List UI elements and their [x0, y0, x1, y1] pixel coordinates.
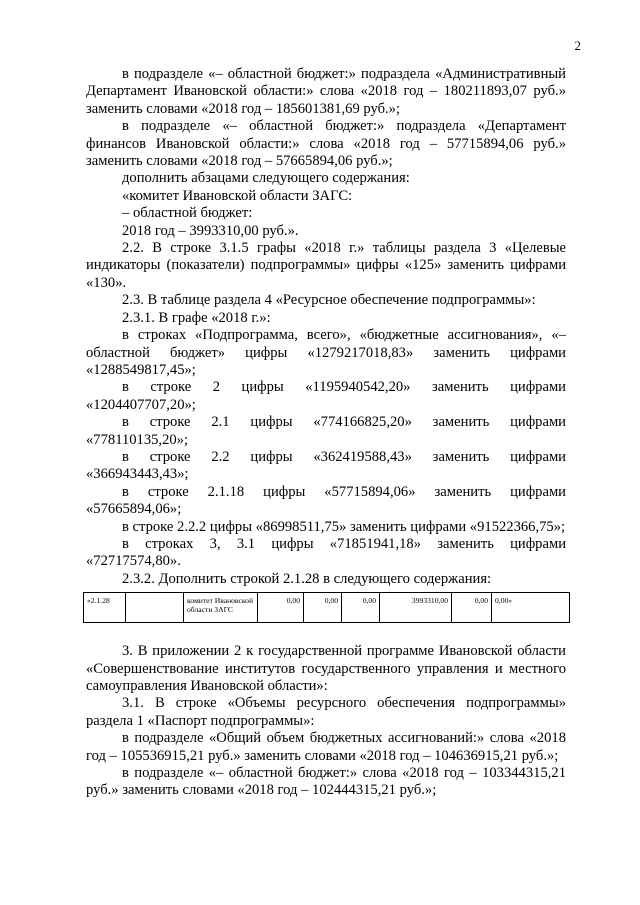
table-cell-name: комитет Ивановской области ЗАГС: [184, 593, 258, 623]
paragraph: в строке 2 цифры «1195940542,20» заменить цифрами «1204407707,20»;: [86, 379, 566, 413]
table-cell-value: 0,00: [452, 593, 492, 623]
paragraph: «комитет Ивановской области ЗАГС:: [122, 187, 353, 204]
paragraph: в подразделе «– областной бюджет:» подраздела «Департамент финансов Ивановской области:» слова «2018 год – 57715894,06 руб.» заменить словами «2018 год – 57665894,06 руб.»;: [86, 118, 566, 170]
paragraph: 2018 год – 3993310,00 руб.».: [122, 222, 299, 239]
table-cell-value: 0,00: [258, 593, 304, 623]
inserted-row-table: [83, 592, 570, 623]
document-body: [86, 66, 566, 800]
paragraph: дополнить абзацами следующего содержания:: [122, 170, 410, 187]
table-cell-value: 0,00»: [492, 593, 570, 623]
paragraph: в строке 2.2.2 цифры «86998511,75» заменить цифрами «91522366,75»;: [122, 518, 566, 535]
page-number: 2: [574, 38, 581, 53]
paragraph: в строке 2.2 цифры «362419588,43» заменить цифрами «366943443,43»;: [86, 448, 566, 483]
table-row: [84, 593, 570, 623]
table-cell-code: «2.1.28: [84, 593, 126, 623]
table-cell-empty: [126, 593, 184, 623]
inserted-row-table-wrap: [83, 592, 566, 623]
table-cell-value: 0,00: [304, 593, 342, 623]
table-cell-value: 0,00: [342, 593, 380, 623]
paragraph: в подразделе «– областной бюджет:» подраздела «Административный Департамент Ивановской области:» слова «2018 год – 180211893,07 руб.» заменить словами «2018 год – 185601381,69 руб.»;: [86, 66, 566, 117]
paragraph: в строке 2.1 цифры «774166825,20» заменить цифрами «778110135,20»;: [86, 414, 566, 448]
paragraph: 3. В приложении 2 к государственной программе Ивановской области «Совершенствование институтов государственного управления и местного самоуправления Ивановской области»:: [86, 643, 566, 694]
paragraph: в строках «Подпрограмма, всего», «бюджетные ассигнования», «– областной бюджет» цифры «1279217018,83» заменить цифрами «1288549817,45»;: [86, 327, 566, 378]
paragraph: в строке 2.1.18 цифры «57715894,06» заменить цифрами «57665894,06»;: [86, 483, 566, 518]
table-cell-value: 3993310,00: [380, 593, 452, 623]
paragraph: 3.1. В строке «Объемы ресурсного обеспечения подпрограммы» раздела 1 «Паспорт подпрограммы»:: [86, 695, 566, 729]
paragraph: 2.3.1. В графе «2018 г.»:: [122, 309, 271, 326]
paragraph: в строках 3, 3.1 цифры «71851941,18» заменить цифрами «72717574,80».: [86, 535, 566, 570]
paragraph: 2.3.2. Дополнить строкой 2.1.28 в следующего содержания:: [122, 570, 492, 587]
paragraph: в подразделе «Общий объем бюджетных ассигнований:» слова «2018 год – 105536915,21 руб.» заменить словами «2018 год – 104636915,21 руб.»;: [86, 730, 566, 764]
paragraph: 2.3. В таблице раздела 4 «Ресурсное обеспечение подпрограммы»:: [122, 292, 536, 309]
paragraph: – областной бюджет:: [122, 205, 253, 222]
paragraph: 2.2. В строке 3.1.5 графы «2018 г.» таблицы раздела 3 «Целевые индикаторы (показатели) подпрограммы» цифры «125» заменить цифрами «130».: [86, 240, 566, 291]
paragraph: в подразделе «– областной бюджет:» слова «2018 год – 103344315,21 руб.» заменить словами «2018 год – 102444315,21 руб.»;: [86, 765, 566, 799]
